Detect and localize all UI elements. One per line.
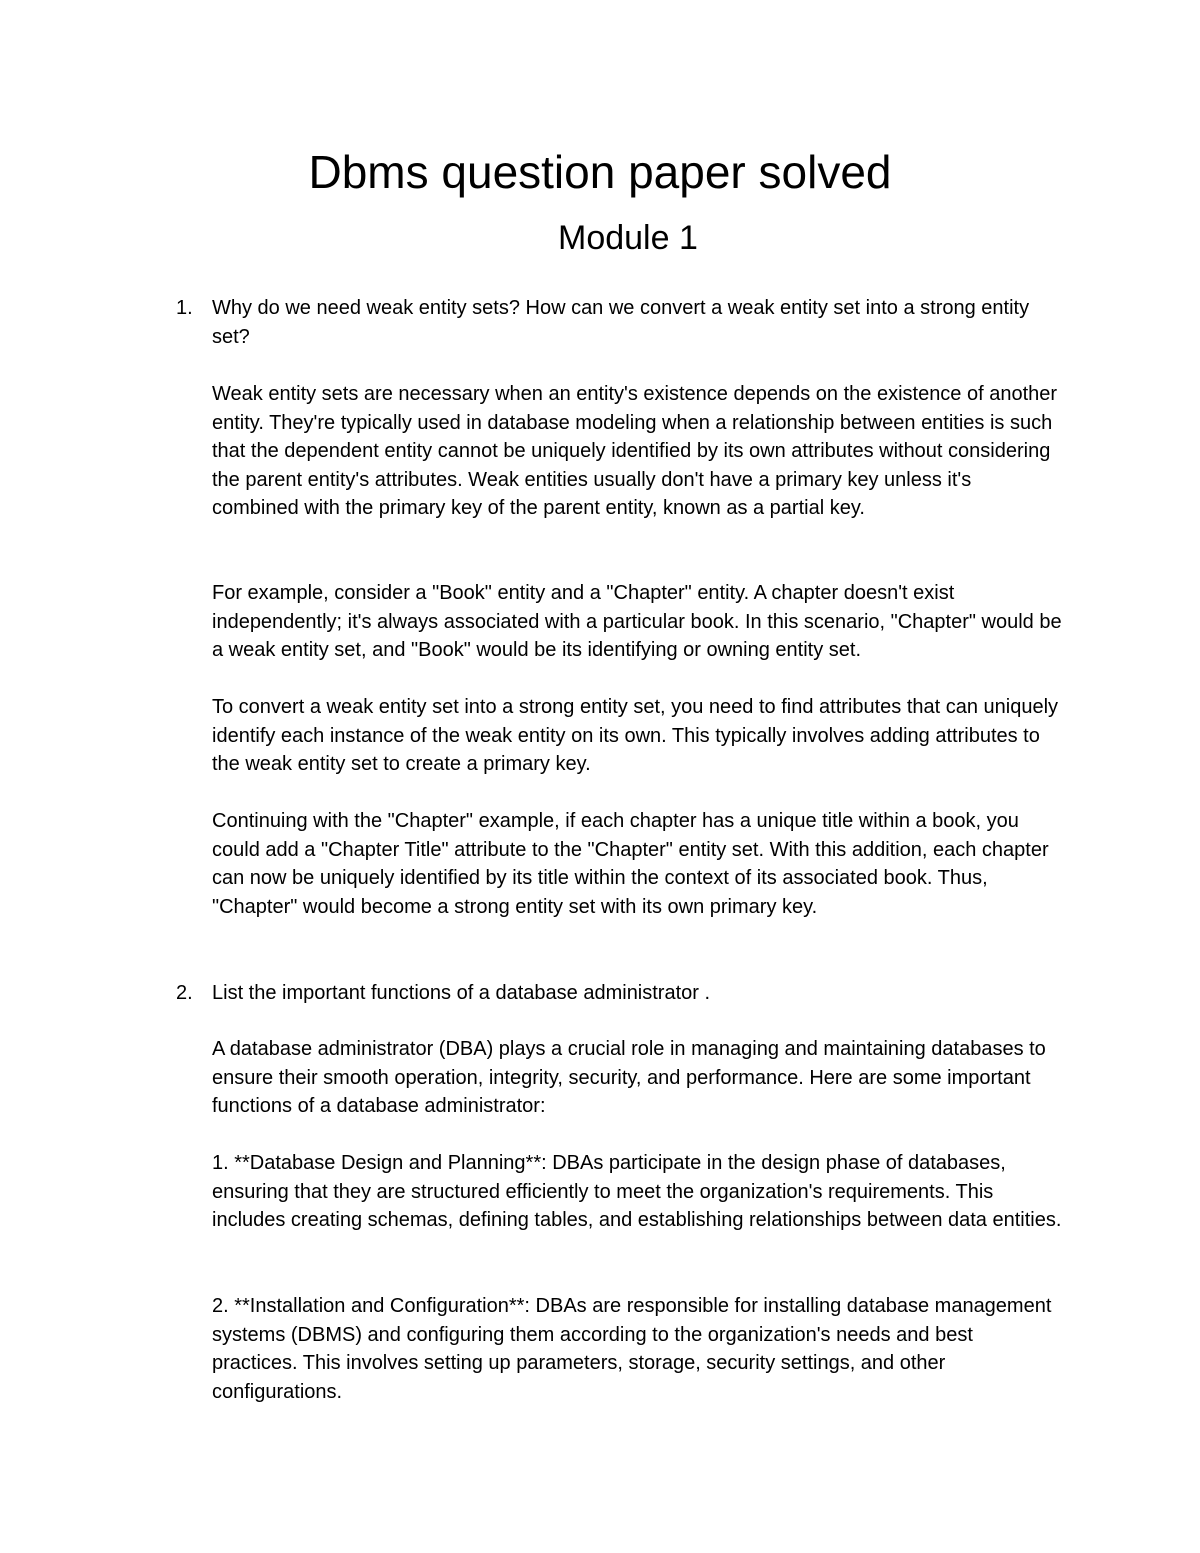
answer-paragraph: 1. **Database Design and Planning**: DBAs participate in the design phase of databases, ensuring that they are structured efficiently to meet the organization's requirements. This includes creating schemas, defining tables, and establishing relationships between data entities.: [212, 1152, 1062, 1231]
module-heading: Module 1: [558, 219, 698, 257]
question-text: Why do we need weak entity sets? How can we convert a weak entity set into a strong entity set?: [212, 297, 1030, 348]
answer-paragraph: A database administrator (DBA) plays a crucial role in managing and maintaining databases to ensure their smooth operation, integrity, security, and performance. Here are some important functions of a database administrator:: [212, 1038, 1046, 1117]
answer-paragraph: 2. **Installation and Configuration**: DBAs are responsible for installing database management systems (DBMS) and configuring them according to the organization's needs and best practices. This involves setting up parameters, storage, security settings, and other configurations.: [212, 1295, 1052, 1403]
question-number: 2.: [176, 982, 193, 1004]
answer-paragraph: Continuing with the "Chapter" example, if each chapter has a unique title within a book, you could add a "Chapter Title" attribute to the "Chapter" entity set. With this addition, each chapter can now be uniquely identified by its title within the context of its associated book. Thus, "Chapter" would become a strong entity set with its own primary key.: [212, 810, 1049, 918]
question-text: List the important functions of a database administrator .: [212, 982, 711, 1004]
document-title: Dbms question paper solved: [308, 146, 892, 198]
answer-paragraph: Weak entity sets are necessary when an entity's existence depends on the existence of another entity. They're typically used in database modeling when a relationship between entities is such that the dependent entity cannot be uniquely identified by its own attributes without considering the parent entity's attributes. Weak entities usually don't have a primary key unless it's combined with the primary key of the parent entity, known as a partial key.: [212, 383, 1058, 519]
answer-paragraph: For example, consider a "Book" entity and a "Chapter" entity. A chapter doesn't exist independently; it's always associated with a particular book. In this scenario, "Chapter" would be a weak entity set, and "Book" would be its identifying or owning entity set.: [212, 582, 1062, 661]
answer-paragraph: To convert a weak entity set into a strong entity set, you need to find attributes that can uniquely identify each instance of the weak entity on its own. This typically involves adding attributes to the weak entity set to create a primary key.: [212, 696, 1059, 775]
question-number: 1.: [176, 297, 193, 319]
